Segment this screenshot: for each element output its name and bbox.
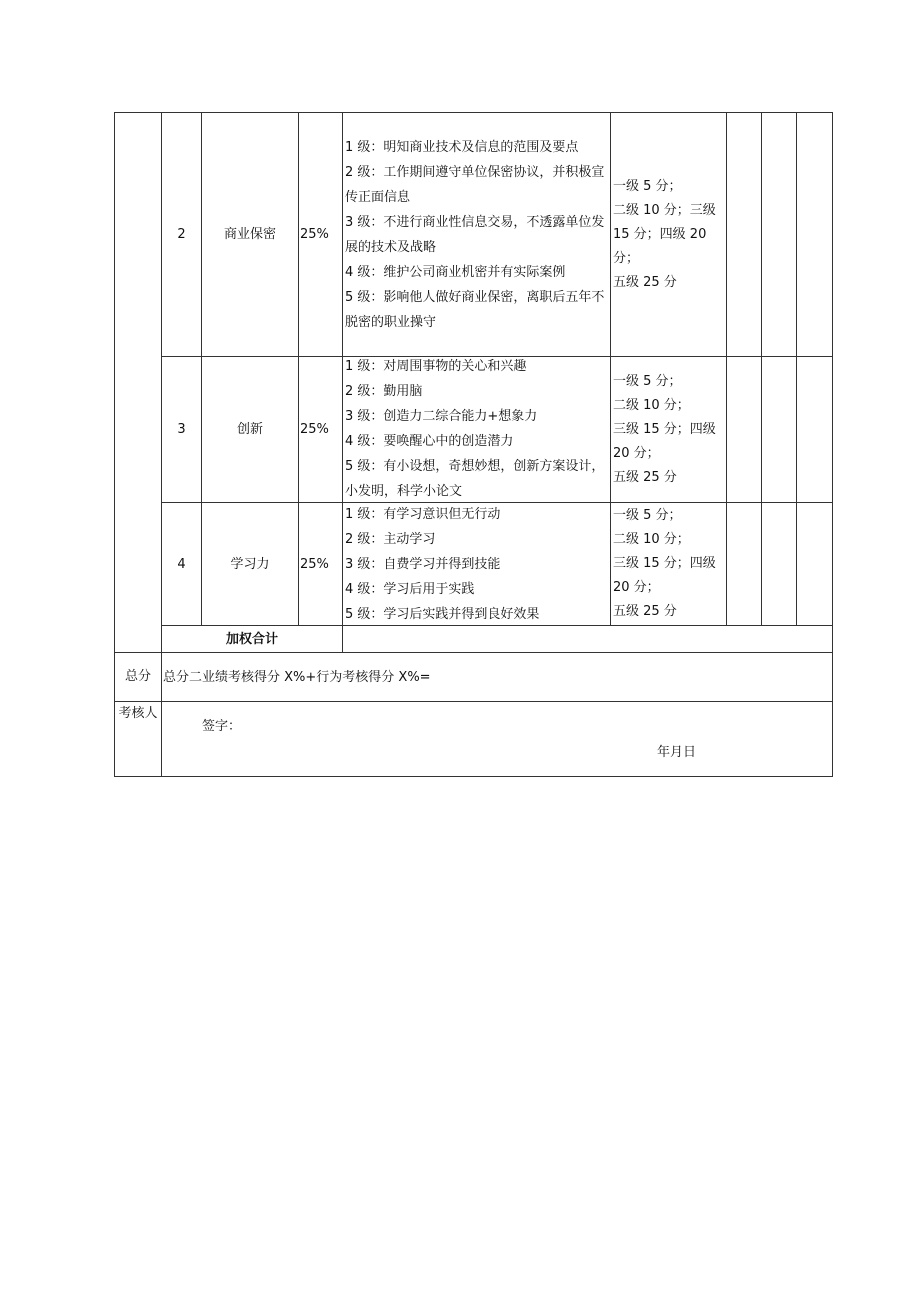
criteria-line: 2 级：主动学习 [345, 532, 436, 547]
criteria-cell [343, 357, 611, 503]
category-cell [115, 113, 162, 653]
scoring-cell [611, 113, 727, 357]
item-weight: 25% [299, 113, 343, 357]
item-name: 创新 [202, 357, 299, 503]
item-weight: 25% [299, 357, 343, 503]
item-weight: 25% [299, 503, 343, 626]
score-cell[interactable] [727, 357, 762, 503]
scoring-line: 一级 5 分； [613, 178, 682, 194]
row-number: 3 [162, 357, 202, 503]
criteria-cell [343, 503, 611, 626]
criteria-cell [343, 113, 611, 357]
scoring-line: 五级 25 分 [613, 469, 677, 485]
criteria-line: 1 级：对周围事物的关心和兴趣 [345, 359, 527, 374]
scoring-line: 二级 10 分； [613, 397, 690, 413]
score-cell[interactable] [762, 113, 797, 357]
weighted-total-value[interactable] [343, 626, 833, 653]
score-cell[interactable] [727, 113, 762, 357]
item-name: 商业保密 [202, 113, 299, 357]
criteria-line: 2 级：工作期间遵守单位保密协议，并积极宣传正面信息 [345, 164, 605, 205]
scoring-line: 三级 15 分；四级 20 分； [613, 421, 716, 461]
criteria-line: 1 级：明知商业技术及信息的范围及要点 [345, 139, 579, 155]
table-row [115, 357, 833, 503]
reviewer-row [115, 702, 833, 777]
scoring-line: 一级 5 分； [613, 508, 682, 523]
table-row [115, 113, 833, 357]
criteria-line: 5 级：学习后实践并得到良好效果 [345, 607, 540, 622]
weighted-total-row [115, 626, 833, 653]
scoring-line: 五级 25 分 [613, 604, 677, 619]
date-label: 年月日 [657, 745, 697, 760]
scoring-line: 五级 25 分 [613, 274, 677, 290]
signature-label: 签字： [202, 719, 242, 734]
row-number: 4 [162, 503, 202, 626]
total-label: 总分 [115, 653, 162, 702]
reviewer-label: 考核人 [115, 702, 162, 777]
criteria-line: 3 级：创造力二综合能力+想象力 [345, 409, 538, 424]
scoring-cell [611, 357, 727, 503]
criteria-line: 5 级：有小设想，奇想妙想，创新方案设计，小发明，科学小论文 [345, 459, 605, 499]
scoring-cell [611, 503, 727, 626]
score-cell[interactable] [727, 503, 762, 626]
total-formula: 总分二业绩考核得分 X%+行为考核得分 X%= [162, 653, 833, 702]
score-cell[interactable] [762, 503, 797, 626]
score-cell[interactable] [797, 503, 833, 626]
criteria-line: 3 级：不进行商业性信息交易，不透露单位发展的技术及战略 [345, 214, 605, 255]
signature-area[interactable] [162, 702, 833, 777]
weighted-total-label: 加权合计 [162, 626, 343, 653]
criteria-line: 2 级：勤用脑 [345, 384, 423, 399]
criteria-line: 1 级：有学习意识但无行动 [345, 507, 501, 522]
table-row [115, 503, 833, 626]
item-name: 学习力 [202, 503, 299, 626]
score-cell[interactable] [797, 113, 833, 357]
scoring-line: 二级 10 分； [613, 532, 690, 547]
row-number: 2 [162, 113, 202, 357]
criteria-line: 4 级：维护公司商业机密并有实际案例 [345, 264, 566, 280]
scoring-line: 二级 10 分；三级 15 分；四级 20 分； [613, 202, 716, 266]
criteria-line: 5 级：影响他人做好商业保密，离职后五年不脱密的职业操守 [345, 289, 605, 330]
scoring-line: 三级 15 分；四级 20 分； [613, 556, 716, 595]
score-cell[interactable] [797, 357, 833, 503]
score-cell[interactable] [762, 357, 797, 503]
total-row [115, 653, 833, 702]
scoring-line: 一级 5 分； [613, 373, 682, 389]
evaluation-table [114, 112, 833, 777]
criteria-line: 3 级：自费学习并得到技能 [345, 557, 501, 572]
criteria-line: 4 级：要唤醒心中的创造潜力 [345, 434, 514, 449]
criteria-line: 4 级：学习后用于实践 [345, 582, 475, 597]
